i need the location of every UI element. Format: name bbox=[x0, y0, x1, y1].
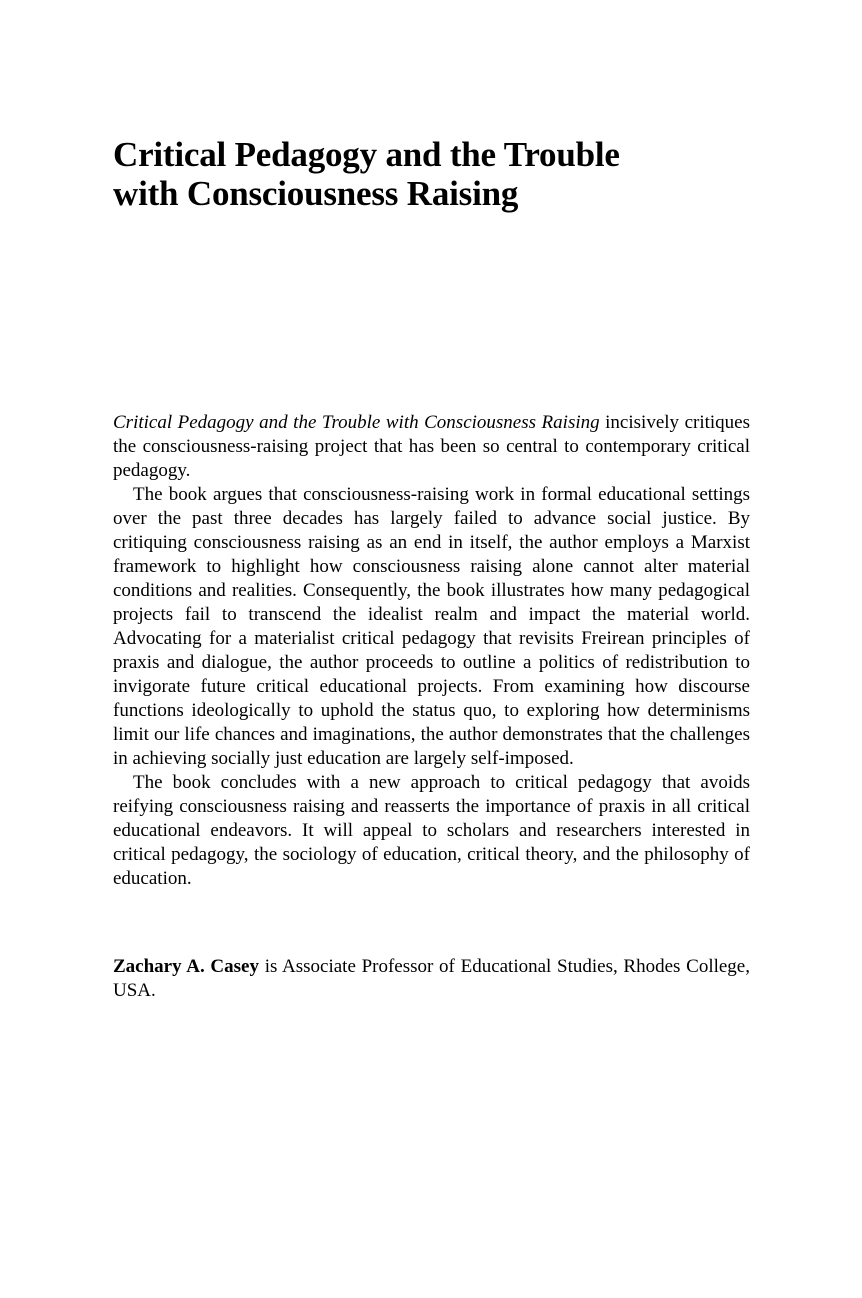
description-paragraph-1-text: incisively critiques the consciousness-raising project that has been so central to contemporary critical pedagogy. bbox=[113, 412, 750, 481]
description-paragraph-3: The book concludes with a new approach to critical pedagogy that avoids reifying consciousness raising and reasserts the importance of praxis in all critical educational endeavors. It will appeal to scholars and researchers interested in critical pedagogy, the sociology of education, critical theory, and the philosophy of education. bbox=[113, 772, 750, 889]
description-paragraph-2: The book argues that consciousness-raising work in formal educational settings over the past three decades has largely failed to advance social justice. By critiquing consciousness raising as an end in itself, the author employs a Marxist framework to highlight how consciousness raising alone cannot alter material conditions and realities. Consequently, the book illustrates how many pedagogical projects fail to transcend the idealist realm and impact the material world. Advocating for a materialist critical pedagogy that revisits Freirean principles of praxis and dialogue, the author proceeds to outline a politics of redistribution to invigorate future critical educational projects. From examining how discourse functions ideologically to uphold the status quo, to exploring how determinisms limit our life chances and imaginations, the author demonstrates that the challenges in achieving socially just education are largely self-imposed. bbox=[113, 484, 750, 769]
book-title-line-2: with Consciousness Raising bbox=[113, 174, 519, 213]
book-title bbox=[113, 135, 753, 213]
author-bio bbox=[113, 955, 750, 1003]
book-description bbox=[113, 411, 750, 891]
author-name: Zachary A. Casey bbox=[113, 956, 259, 977]
description-book-title: Critical Pedagogy and the Trouble with Consciousness Raising bbox=[113, 412, 600, 433]
description-paragraph-1 bbox=[113, 411, 750, 483]
author-bio-text: is Associate Professor of Educational Studies, Rhodes College, USA. bbox=[113, 956, 750, 1001]
book-title-line-1: Critical Pedagogy and the Trouble bbox=[113, 135, 620, 174]
